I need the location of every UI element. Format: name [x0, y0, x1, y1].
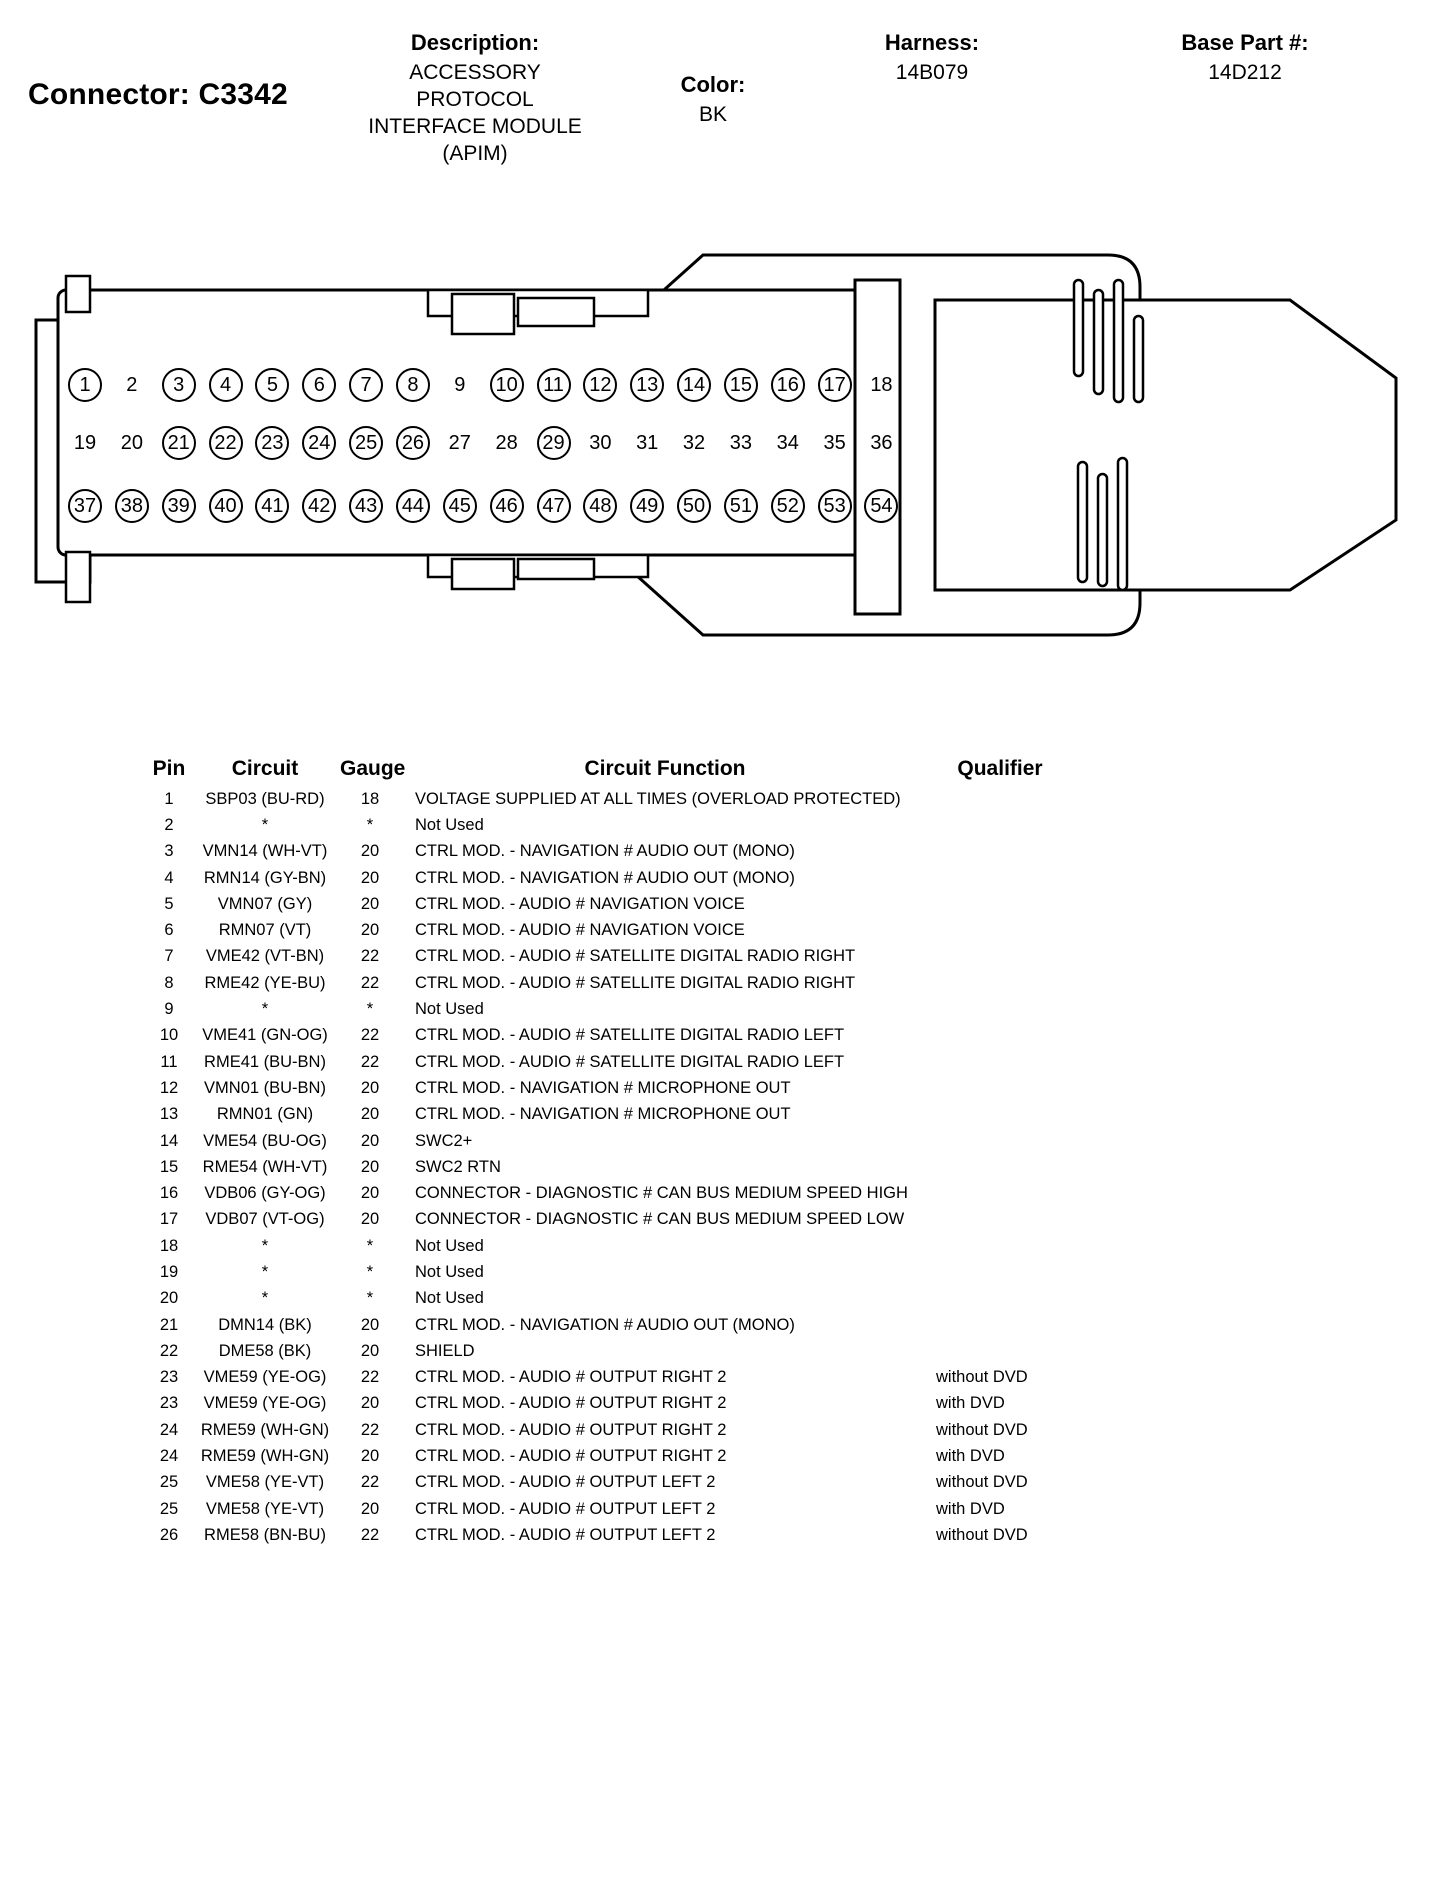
cell-pin: 20 — [159, 1289, 179, 1308]
color-label: Color: — [680, 72, 746, 97]
cell-function: CTRL MOD. - NAVIGATION # MICROPHONE OUT — [415, 1105, 791, 1124]
pin-52: 52 — [771, 489, 805, 523]
header-pin: Pin — [152, 757, 186, 780]
pin-40: 40 — [209, 489, 243, 523]
cell-gauge: 18 — [360, 789, 380, 808]
description-block — [360, 30, 590, 168]
pin-23: 23 — [255, 426, 289, 460]
cell-pin: 24 — [159, 1420, 179, 1439]
pin-48: 48 — [583, 489, 617, 523]
pin-41: 41 — [255, 489, 289, 523]
table-row — [148, 786, 1078, 812]
cell-circuit: * — [261, 1000, 269, 1019]
cell-gauge: 20 — [360, 1210, 380, 1229]
pin-36: 36 — [870, 431, 893, 454]
cell-gauge: 22 — [360, 1473, 380, 1492]
cell-qualifier: with DVD — [936, 1394, 1005, 1413]
cell-pin: 7 — [164, 947, 174, 966]
cell-function: CTRL MOD. - AUDIO # OUTPUT RIGHT 2 — [415, 1368, 727, 1387]
cell-pin: 14 — [159, 1131, 179, 1150]
table-row — [148, 1023, 1078, 1049]
cell-pin: 19 — [159, 1262, 179, 1281]
cell-pin: 11 — [160, 1052, 178, 1071]
table-row — [148, 1470, 1078, 1496]
cell-pin: 10 — [159, 1026, 179, 1045]
cell-pin: 12 — [159, 1078, 179, 1097]
cell-function: CTRL MOD. - AUDIO # OUTPUT LEFT 2 — [415, 1499, 716, 1518]
cell-gauge: 20 — [360, 1394, 380, 1413]
cell-circuit: RMN01 (GN) — [216, 1105, 314, 1124]
table-row — [148, 996, 1078, 1022]
cell-gauge: * — [366, 1262, 374, 1281]
pin-26: 26 — [396, 426, 430, 460]
table-row — [148, 1233, 1078, 1259]
pin-45: 45 — [443, 489, 477, 523]
cell-gauge: 20 — [360, 1315, 380, 1334]
cell-pin: 6 — [164, 921, 174, 940]
pin-43: 43 — [349, 489, 383, 523]
cell-function: CTRL MOD. - NAVIGATION # AUDIO OUT (MONO) — [415, 868, 795, 887]
table-row — [148, 1338, 1078, 1364]
cell-function: CTRL MOD. - AUDIO # NAVIGATION VOICE — [415, 921, 745, 940]
cell-function: CTRL MOD. - AUDIO # NAVIGATION VOICE — [415, 894, 745, 913]
description-label: Description: — [410, 30, 540, 55]
cell-circuit: DME58 (BK) — [218, 1341, 312, 1360]
cell-pin: 17 — [159, 1210, 179, 1229]
pin-grid — [0, 230, 1440, 670]
cell-circuit: VME42 (VT-BN) — [205, 947, 325, 966]
cell-circuit: RMN14 (GY-BN) — [203, 868, 327, 887]
pin-1: 1 — [68, 368, 102, 402]
cell-pin: 8 — [164, 973, 174, 992]
cell-circuit: VMN07 (GY) — [217, 894, 313, 913]
cell-gauge: * — [366, 815, 374, 834]
table-row — [148, 865, 1078, 891]
pin-8: 8 — [396, 368, 430, 402]
table-row — [148, 1496, 1078, 1522]
pin-34: 34 — [776, 431, 799, 454]
page-title: Connector: C3342 — [28, 78, 288, 111]
pin-38: 38 — [115, 489, 149, 523]
cell-function: CONNECTOR - DIAGNOSTIC # CAN BUS MEDIUM SPEED HIGH — [415, 1184, 908, 1203]
cell-function: CTRL MOD. - AUDIO # OUTPUT RIGHT 2 — [415, 1394, 727, 1413]
cell-circuit: VDB06 (GY-OG) — [204, 1184, 326, 1203]
cell-gauge: 22 — [360, 947, 380, 966]
table-row — [148, 1049, 1078, 1075]
cell-gauge: 20 — [360, 1184, 380, 1203]
pin-15: 15 — [724, 368, 758, 402]
cell-qualifier: without DVD — [936, 1525, 1028, 1544]
harness-label: Harness: — [884, 30, 980, 55]
header-gauge: Gauge — [340, 757, 406, 780]
table-row — [148, 1154, 1078, 1180]
pin-25: 25 — [349, 426, 383, 460]
cell-circuit: * — [261, 815, 269, 834]
cell-gauge: * — [366, 1000, 374, 1019]
cell-function: CTRL MOD. - AUDIO # SATELLITE DIGITAL RADIO LEFT — [415, 1026, 845, 1045]
table-row — [148, 970, 1078, 996]
cell-function: CONNECTOR - DIAGNOSTIC # CAN BUS MEDIUM SPEED LOW — [415, 1210, 905, 1229]
cell-pin: 24 — [159, 1447, 179, 1466]
color-value: BK — [698, 103, 727, 126]
cell-gauge: 22 — [360, 1525, 380, 1544]
pin-49: 49 — [630, 489, 664, 523]
cell-function: Not Used — [415, 1000, 484, 1019]
cell-gauge: 20 — [360, 1078, 380, 1097]
cell-function: CTRL MOD. - AUDIO # SATELLITE DIGITAL RADIO LEFT — [415, 1052, 845, 1071]
cell-pin: 2 — [164, 815, 174, 834]
pin-12: 12 — [583, 368, 617, 402]
pin-10: 10 — [490, 368, 524, 402]
table-row — [148, 1312, 1078, 1338]
cell-gauge: 20 — [360, 1341, 380, 1360]
cell-circuit: RME59 (WH-GN) — [200, 1420, 330, 1439]
cell-function: Not Used — [415, 1236, 484, 1255]
pin-4: 4 — [209, 368, 243, 402]
pin-18: 18 — [870, 373, 893, 396]
cell-function: CTRL MOD. - AUDIO # SATELLITE DIGITAL RADIO RIGHT — [415, 947, 856, 966]
cell-gauge: 22 — [360, 1368, 380, 1387]
cell-pin: 16 — [159, 1184, 179, 1203]
cell-gauge: 22 — [360, 1052, 380, 1071]
header-qualifier: Qualifier — [957, 757, 1043, 780]
cell-gauge: 20 — [360, 868, 380, 887]
cell-pin: 21 — [159, 1315, 179, 1334]
cell-pin: 23 — [159, 1394, 179, 1413]
pin-13: 13 — [630, 368, 664, 402]
cell-circuit: VME41 (GN-OG) — [202, 1026, 328, 1045]
table-row — [148, 812, 1078, 838]
pin-39: 39 — [162, 489, 196, 523]
cell-circuit: VME59 (YE-OG) — [203, 1394, 327, 1413]
table-row — [148, 1443, 1078, 1469]
pin-2: 2 — [126, 373, 138, 396]
pin-14: 14 — [677, 368, 711, 402]
pin-35: 35 — [823, 431, 846, 454]
cell-circuit: VME58 (YE-VT) — [205, 1473, 325, 1492]
cell-pin: 4 — [164, 868, 174, 887]
cell-function: Not Used — [415, 1262, 484, 1281]
cell-circuit: SBP03 (BU-RD) — [205, 789, 325, 808]
cell-circuit: VDB07 (VT-OG) — [205, 1210, 325, 1229]
cell-pin: 25 — [159, 1499, 179, 1518]
cell-gauge: 20 — [360, 1499, 380, 1518]
table-row — [148, 1417, 1078, 1443]
table-row — [148, 1180, 1078, 1206]
cell-circuit: VME58 (YE-VT) — [205, 1499, 325, 1518]
cell-pin: 9 — [164, 1000, 174, 1019]
cell-pin: 5 — [164, 894, 174, 913]
pin-17: 17 — [818, 368, 852, 402]
table-row — [148, 839, 1078, 865]
pin-32: 32 — [682, 431, 706, 454]
cell-circuit: RME59 (WH-GN) — [200, 1447, 330, 1466]
cell-circuit: VME59 (YE-OG) — [203, 1368, 327, 1387]
cell-function: CTRL MOD. - AUDIO # OUTPUT LEFT 2 — [415, 1525, 716, 1544]
cell-gauge: 20 — [360, 1131, 380, 1150]
cell-gauge: 22 — [360, 1420, 380, 1439]
cell-gauge: 20 — [360, 921, 380, 940]
cell-circuit: RME42 (YE-BU) — [204, 973, 326, 992]
pin-37: 37 — [68, 489, 102, 523]
pin-22: 22 — [209, 426, 243, 460]
cell-function: SWC2 RTN — [415, 1157, 501, 1176]
header-circuit: Circuit — [231, 757, 299, 780]
cell-pin: 25 — [159, 1473, 179, 1492]
cell-circuit: * — [261, 1262, 269, 1281]
cell-function: CTRL MOD. - AUDIO # SATELLITE DIGITAL RADIO RIGHT — [415, 973, 856, 992]
cell-qualifier: without DVD — [936, 1420, 1028, 1439]
pin-42: 42 — [302, 489, 336, 523]
table-row — [148, 1102, 1078, 1128]
base-part-block — [1150, 30, 1340, 87]
pin-29: 29 — [537, 426, 571, 460]
table-header-row — [148, 752, 1078, 786]
cell-circuit: RMN07 (VT) — [218, 921, 312, 940]
pin-16: 16 — [771, 368, 805, 402]
cell-function: SHIELD — [415, 1341, 475, 1360]
table-row — [148, 1365, 1078, 1391]
cell-gauge: 22 — [360, 1026, 380, 1045]
base-part-value: 14D212 — [1208, 61, 1282, 84]
harness-block — [852, 30, 1012, 87]
cell-pin: 26 — [159, 1525, 179, 1544]
pin-19: 19 — [73, 431, 97, 454]
cell-circuit: RME41 (BU-BN) — [204, 1052, 326, 1071]
pin-51: 51 — [724, 489, 758, 523]
cell-pin: 23 — [159, 1368, 179, 1387]
table-body — [148, 786, 1078, 1549]
table-row — [148, 1522, 1078, 1548]
pin-54: 54 — [864, 489, 898, 523]
cell-pin: 3 — [164, 842, 174, 861]
pin-44: 44 — [396, 489, 430, 523]
connector-diagram — [0, 230, 1440, 670]
cell-qualifier: without DVD — [936, 1473, 1028, 1492]
pin-46: 46 — [490, 489, 524, 523]
pin-11: 11 — [537, 368, 571, 402]
cell-circuit: RME58 (BN-BU) — [204, 1525, 326, 1544]
table-row — [148, 891, 1078, 917]
pin-27: 27 — [448, 431, 471, 454]
description-value: ACCESSORY PROTOCOL INTERFACE MODULE (APIM) — [368, 61, 582, 165]
pin-7: 7 — [349, 368, 383, 402]
cell-qualifier: without DVD — [936, 1368, 1028, 1387]
table-row — [148, 917, 1078, 943]
pin-53: 53 — [818, 489, 852, 523]
cell-circuit: VMN01 (BU-BN) — [204, 1078, 326, 1097]
cell-circuit: DMN14 (BK) — [218, 1315, 312, 1334]
pin-9: 9 — [454, 373, 466, 396]
cell-gauge: 20 — [360, 1447, 380, 1466]
cell-gauge: * — [366, 1289, 374, 1308]
table-row — [148, 1259, 1078, 1285]
pin-47: 47 — [537, 489, 571, 523]
cell-pin: 13 — [159, 1105, 179, 1124]
cell-gauge: 20 — [360, 1157, 380, 1176]
cell-circuit: RME54 (WH-VT) — [202, 1157, 328, 1176]
harness-value: 14B079 — [895, 61, 969, 84]
pin-31: 31 — [636, 431, 659, 454]
cell-function: SWC2+ — [415, 1131, 473, 1150]
cell-circuit: * — [261, 1289, 269, 1308]
pin-20: 20 — [120, 431, 143, 454]
cell-gauge: 22 — [360, 973, 380, 992]
cell-qualifier: with DVD — [936, 1447, 1005, 1466]
pin-5: 5 — [255, 368, 289, 402]
cell-gauge: * — [366, 1236, 374, 1255]
cell-function: CTRL MOD. - NAVIGATION # AUDIO OUT (MONO) — [415, 842, 795, 861]
pin-21: 21 — [162, 426, 196, 460]
cell-pin: 18 — [159, 1236, 179, 1255]
header-circuit-function: Circuit Function — [584, 757, 746, 780]
table-row — [148, 1128, 1078, 1154]
cell-function: CTRL MOD. - AUDIO # OUTPUT RIGHT 2 — [415, 1447, 727, 1466]
table-row — [148, 1207, 1078, 1233]
table-row — [148, 1286, 1078, 1312]
pin-28: 28 — [495, 431, 518, 454]
cell-circuit: VMN14 (WH-VT) — [202, 842, 328, 861]
color-block — [668, 72, 758, 129]
cell-function: CTRL MOD. - AUDIO # OUTPUT RIGHT 2 — [415, 1420, 727, 1439]
cell-gauge: 20 — [360, 894, 380, 913]
cell-pin: 22 — [159, 1341, 179, 1360]
table-row — [148, 1391, 1078, 1417]
cell-pin: 1 — [164, 789, 174, 808]
cell-pin: 15 — [159, 1157, 179, 1176]
pin-3: 3 — [162, 368, 196, 402]
pin-50: 50 — [677, 489, 711, 523]
pin-6: 6 — [302, 368, 336, 402]
cell-function: CTRL MOD. - NAVIGATION # MICROPHONE OUT — [415, 1078, 791, 1097]
pinout-table — [148, 752, 1078, 1549]
cell-function: CTRL MOD. - NAVIGATION # AUDIO OUT (MONO) — [415, 1315, 795, 1334]
cell-circuit: * — [261, 1236, 269, 1255]
cell-function: CTRL MOD. - AUDIO # OUTPUT LEFT 2 — [415, 1473, 716, 1492]
cell-gauge: 20 — [360, 842, 380, 861]
table-row — [148, 1075, 1078, 1101]
cell-gauge: 20 — [360, 1105, 380, 1124]
table-row — [148, 944, 1078, 970]
base-part-label: Base Part #: — [1181, 30, 1309, 55]
cell-function: VOLTAGE SUPPLIED AT ALL TIMES (OVERLOAD PROTECTED) — [415, 789, 901, 808]
cell-function: Not Used — [415, 1289, 484, 1308]
pin-30: 30 — [589, 431, 612, 454]
cell-circuit: VME54 (BU-OG) — [203, 1131, 327, 1150]
pin-24: 24 — [302, 426, 336, 460]
pin-33: 33 — [729, 431, 753, 454]
cell-qualifier: with DVD — [936, 1499, 1005, 1518]
cell-function: Not Used — [415, 815, 484, 834]
